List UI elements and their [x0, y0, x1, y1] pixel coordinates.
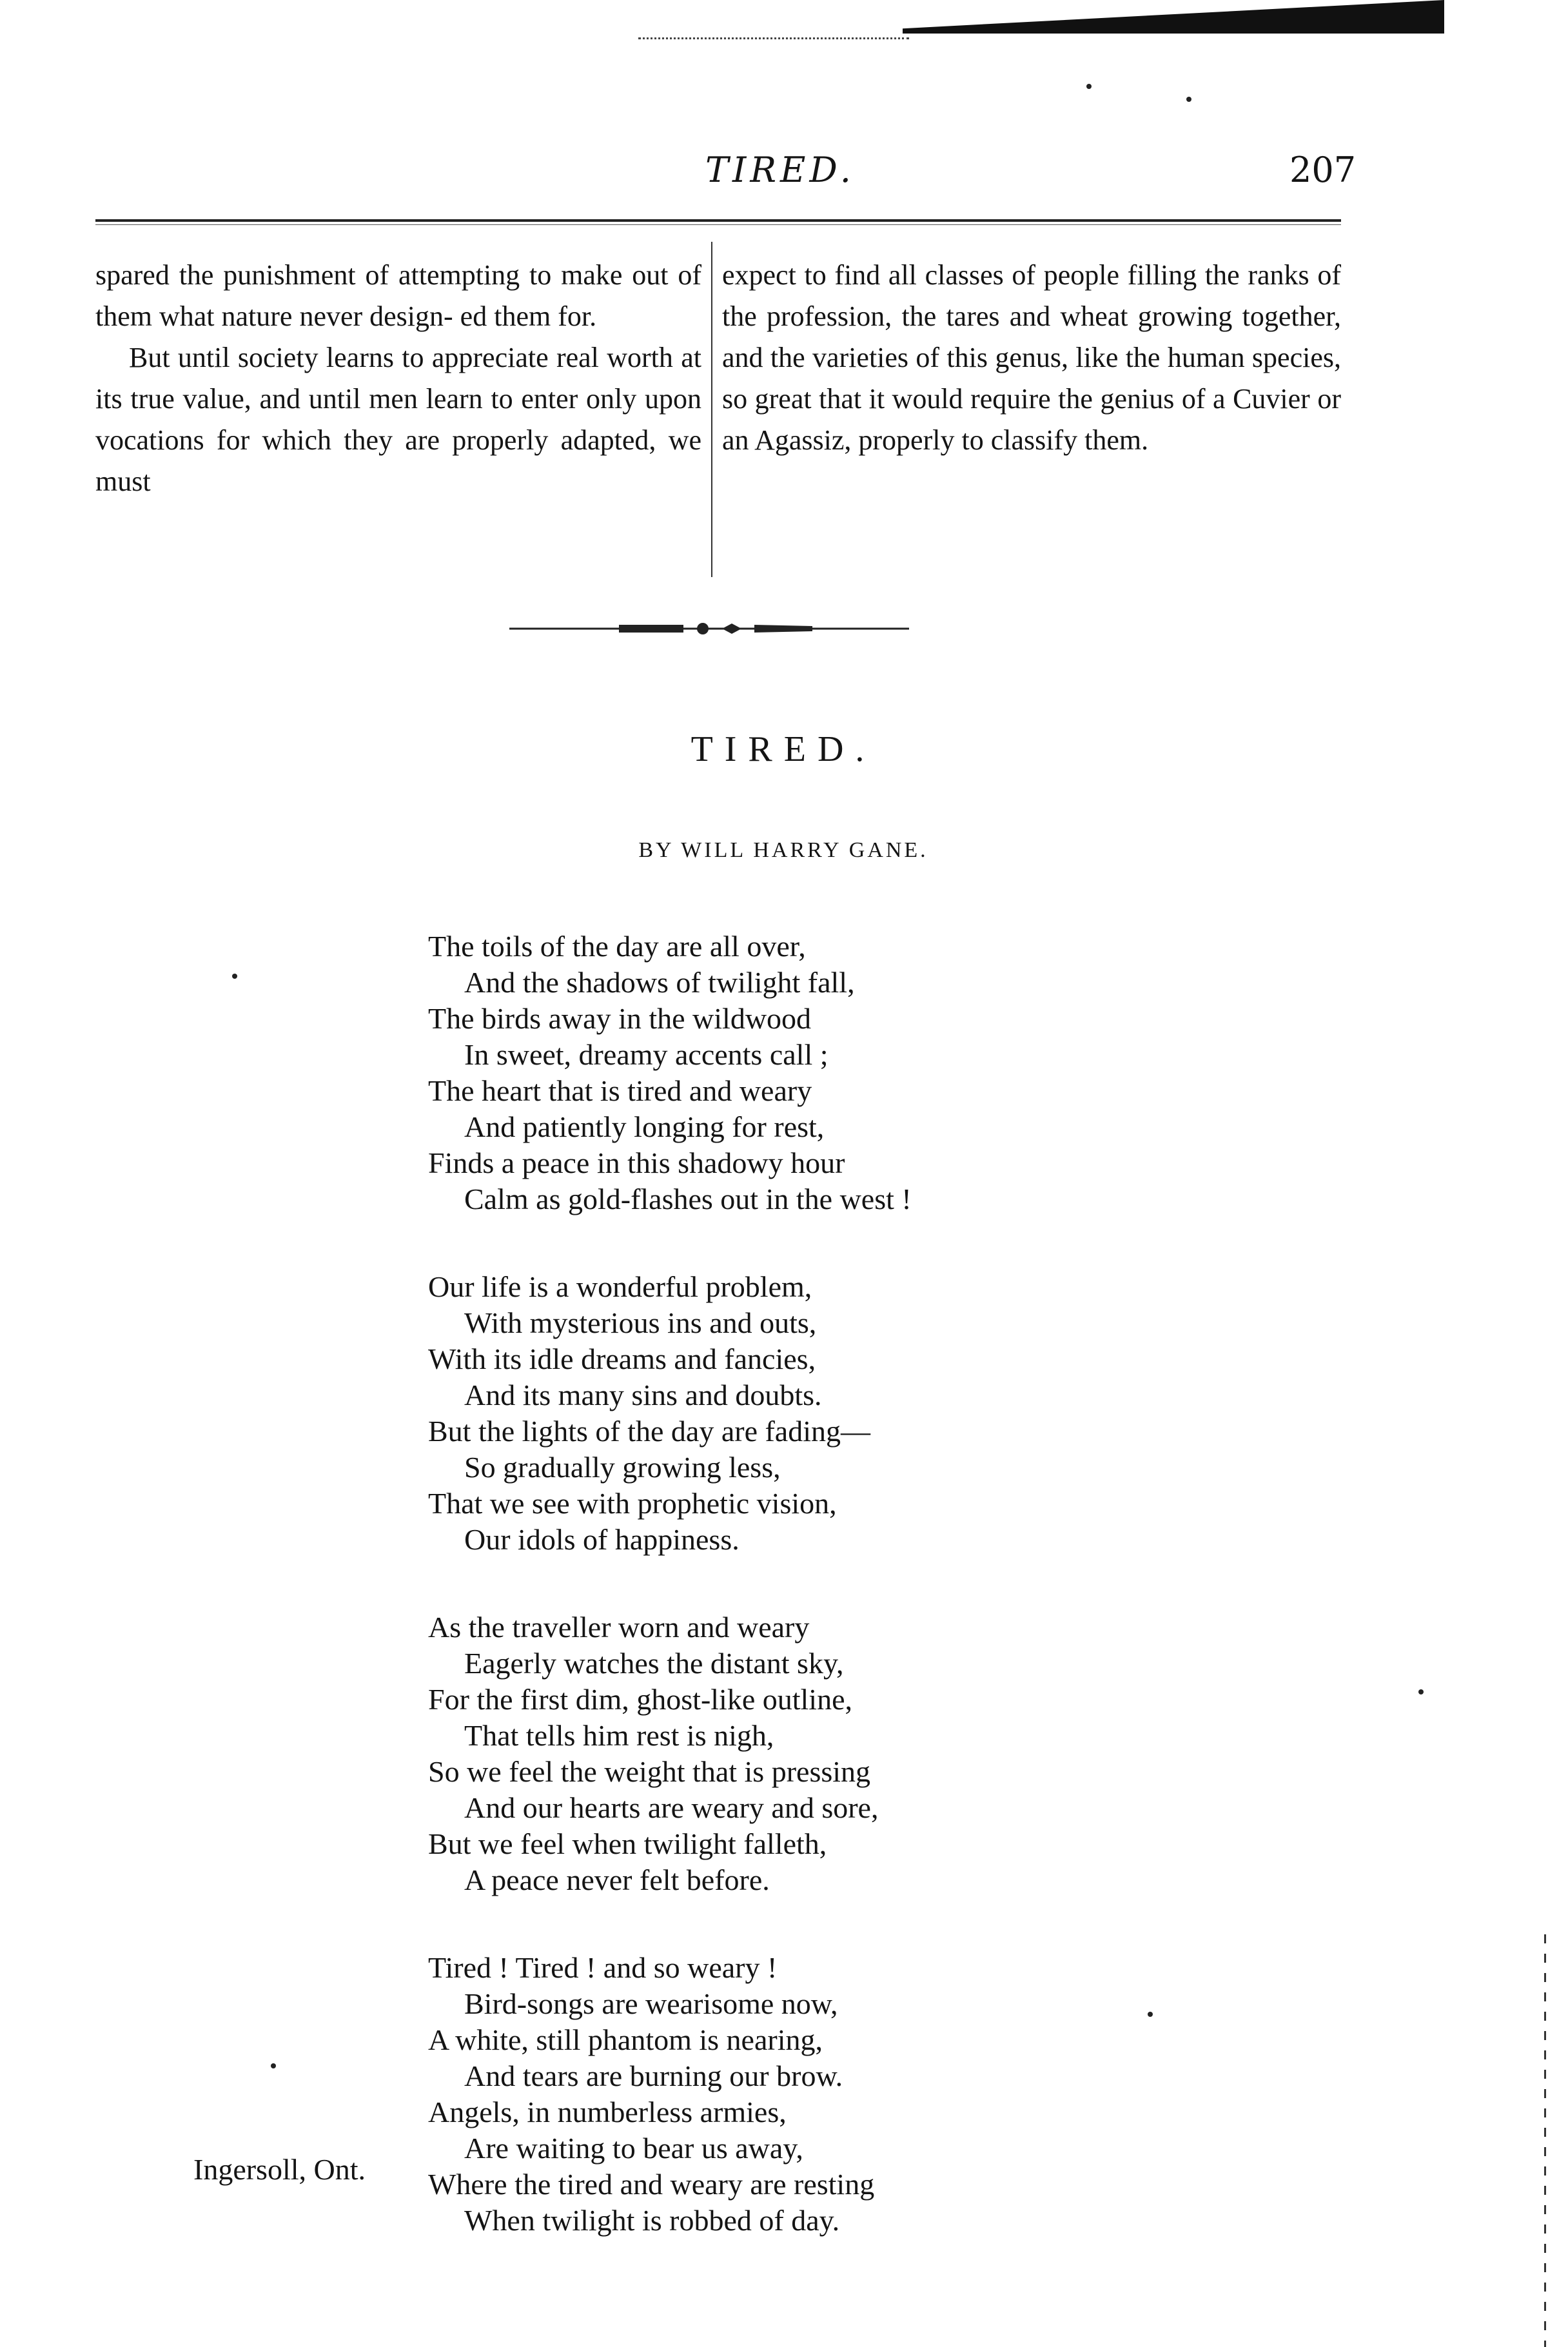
poem-line: But we feel when twilight falleth,: [428, 1827, 827, 1860]
paragraph: But until society learns to appreciate real worth at its true value, and until men learn to enter only upon vocations for which they are properly adapted, we must: [95, 342, 701, 497]
place-signature: Ingersoll, Ont.: [193, 2153, 366, 2186]
poem-line: The toils of the day are all over,: [428, 930, 806, 963]
poem-line: For the first dim, ghost-like outline,: [428, 1683, 852, 1716]
header-rule: [95, 219, 1341, 222]
ornament-divider: [509, 616, 909, 642]
scan-speck: [1418, 1689, 1424, 1694]
stanza: [428, 928, 1202, 1217]
poem-line: Bird-songs are wearisome now,: [464, 1987, 838, 2020]
scan-speck: [1148, 2012, 1153, 2017]
poem-line: And our hearts are weary and sore,: [464, 1791, 879, 1824]
poem-line: Our life is a wonderful problem,: [428, 1270, 812, 1303]
poem-line: Finds a peace in this shadowy hour: [428, 1146, 845, 1179]
poem-line: But the lights of the day are fading—: [428, 1415, 871, 1448]
poem-line: And its many sins and doubts.: [464, 1379, 822, 1411]
scan-speck: [1186, 97, 1191, 102]
poem-line: Calm as gold-flashes out in the west !: [464, 1183, 912, 1215]
poem-line: When twilight is robbed of day.: [464, 2204, 840, 2237]
poem-line: In sweet, dreamy accents call ;: [464, 1038, 828, 1071]
poem-line: With mysterious ins and outs,: [464, 1306, 817, 1339]
stanza: [428, 1609, 1202, 1898]
stanza: [428, 1269, 1202, 1558]
poem-line: That we see with prophetic vision,: [428, 1487, 837, 1520]
page-number: 207: [1289, 150, 1357, 190]
poem-line: The heart that is tired and weary: [428, 1074, 812, 1107]
poem-line: Our idols of happiness.: [464, 1523, 740, 1556]
header-rule-thin: [95, 224, 1341, 225]
poem-line: And tears are burning our brow.: [464, 2059, 843, 2092]
column-divider: [711, 242, 712, 577]
poem-line: And patiently longing for rest,: [464, 1110, 825, 1143]
scan-speck: [271, 2063, 276, 2068]
poem-line: And the shadows of twilight fall,: [464, 966, 855, 999]
poem-line: Tired ! Tired ! and so weary !: [428, 1951, 778, 1984]
poem-line: Where the tired and weary are resting: [428, 2168, 875, 2201]
poem-line: That tells him rest is nigh,: [464, 1719, 774, 1752]
running-title: TIRED.: [705, 150, 855, 190]
poem-line: Eagerly watches the distant sky,: [464, 1647, 844, 1680]
poem-line: As the traveller worn and weary: [428, 1611, 810, 1644]
poem-body: [428, 928, 1202, 2290]
poem-line: So gradually growing less,: [464, 1451, 781, 1484]
poem-byline: BY WILL HARRY GANE.: [638, 838, 928, 862]
scan-speck: [232, 974, 237, 979]
scan-edge-bar: [903, 0, 1444, 34]
poem-title: TIRED.: [691, 729, 876, 769]
poem-line: So we feel the weight that is pressing: [428, 1755, 871, 1788]
poem-line: The birds away in the wildwood: [428, 1002, 812, 1035]
left-column: [95, 255, 701, 502]
stanza: [428, 1950, 1202, 2239]
poem-line: Are waiting to bear us away,: [464, 2132, 803, 2165]
scan-edge-mark: [1544, 1934, 1546, 2347]
poem-line: A peace never felt before.: [464, 1863, 770, 1896]
paragraph: spared the punishment of attempting to make out of them what nature never design- ed them for.: [95, 259, 701, 332]
paragraph: expect to find all classes of people filling the ranks of the profession, the tares and wheat growing together, and the varieties of this genus, like the human species, so great that it would require the genius of a Cuvier or an Agassiz, properly to classify them.: [722, 259, 1341, 456]
scan-speck: [1086, 84, 1092, 89]
poem-line: Angels, in numberless armies,: [428, 2096, 787, 2128]
poem-line: A white, still phantom is nearing,: [428, 2023, 823, 2056]
poem-line: With its idle dreams and fancies,: [428, 1342, 816, 1375]
scan-edge-line: [638, 37, 909, 39]
right-column: [722, 255, 1341, 461]
